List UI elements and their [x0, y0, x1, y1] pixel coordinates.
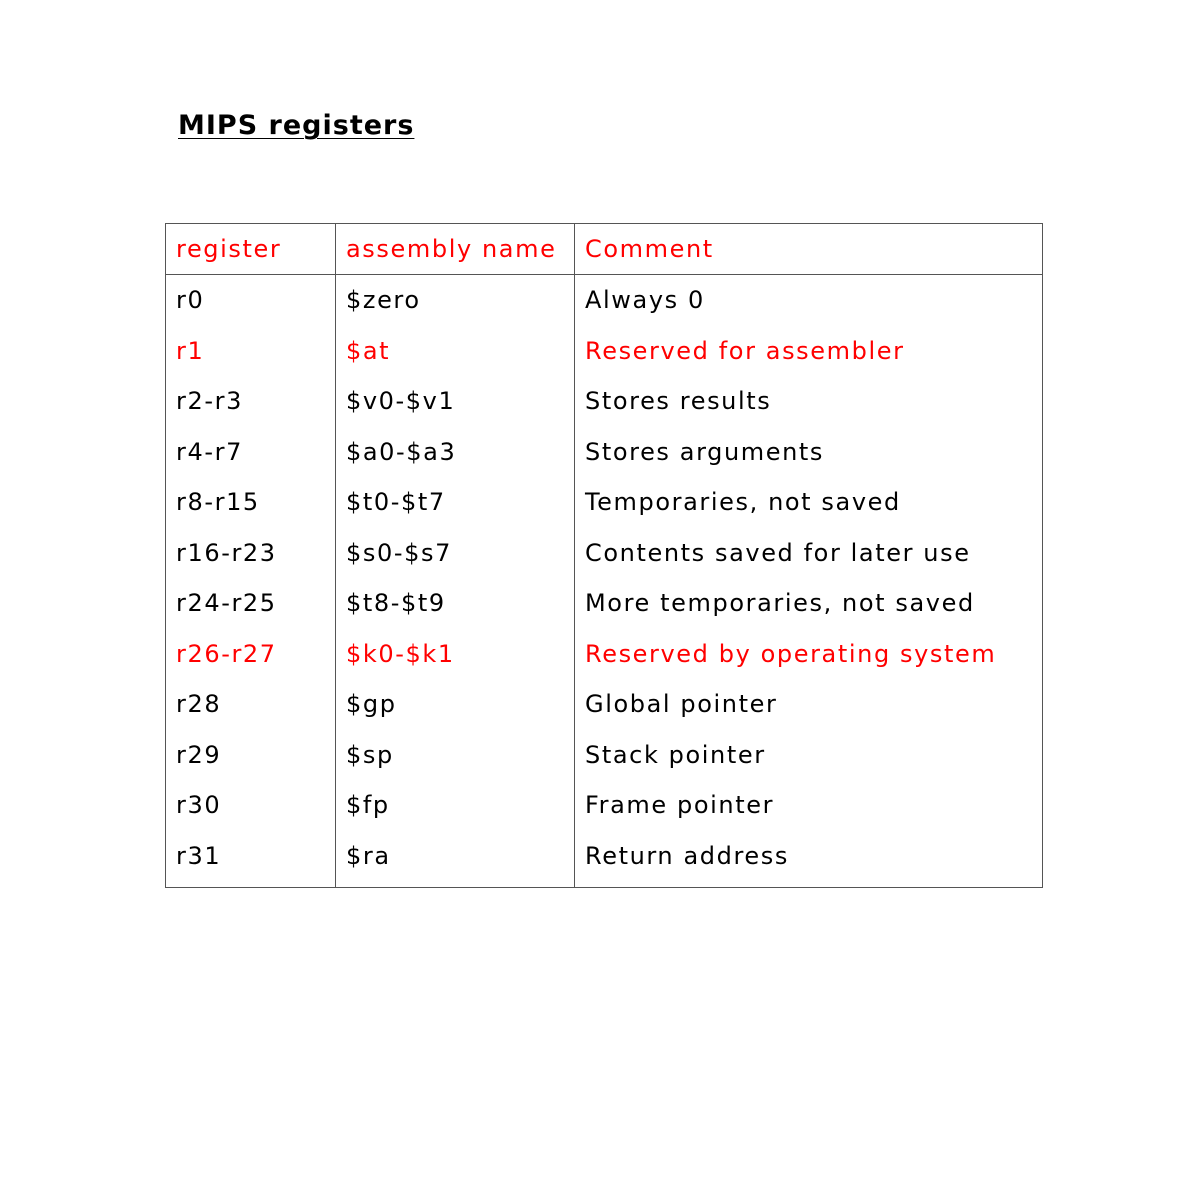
page-title: MIPS registers	[178, 110, 415, 141]
cell-register: r0	[166, 275, 336, 326]
cell-register: r29	[166, 730, 336, 781]
cell-comment: Return address	[575, 831, 1043, 888]
cell-comment: More temporaries, not saved	[575, 578, 1043, 629]
cell-comment: Temporaries, not saved	[575, 477, 1043, 528]
table-body	[166, 275, 1043, 888]
cell-assembly-name: $sp	[336, 730, 575, 781]
table-row	[166, 831, 1043, 888]
cell-assembly-name: $fp	[336, 780, 575, 831]
table-row	[166, 780, 1043, 831]
table-header-row	[166, 224, 1043, 275]
registers-table	[165, 223, 1043, 888]
cell-register: r26-r27	[166, 629, 336, 680]
header-register: register	[166, 224, 336, 275]
cell-comment: Stores results	[575, 376, 1043, 427]
cell-register: r24-r25	[166, 578, 336, 629]
cell-assembly-name: $ra	[336, 831, 575, 888]
table-row	[166, 730, 1043, 781]
table-row	[166, 679, 1043, 730]
header-comment: Comment	[575, 224, 1043, 275]
cell-assembly-name: $a0-$a3	[336, 427, 575, 478]
cell-register: r16-r23	[166, 528, 336, 579]
cell-assembly-name: $gp	[336, 679, 575, 730]
table-row	[166, 578, 1043, 629]
cell-register: r31	[166, 831, 336, 888]
table-row	[166, 629, 1043, 680]
cell-comment: Global pointer	[575, 679, 1043, 730]
cell-assembly-name: $v0-$v1	[336, 376, 575, 427]
table-row	[166, 326, 1043, 377]
cell-comment: Stores arguments	[575, 427, 1043, 478]
table-row	[166, 376, 1043, 427]
cell-assembly-name: $zero	[336, 275, 575, 326]
cell-comment: Contents saved for later use	[575, 528, 1043, 579]
cell-comment: Reserved by operating system	[575, 629, 1043, 680]
header-assembly-name: assembly name	[336, 224, 575, 275]
cell-register: r8-r15	[166, 477, 336, 528]
cell-comment: Reserved for assembler	[575, 326, 1043, 377]
cell-comment: Frame pointer	[575, 780, 1043, 831]
cell-register: r28	[166, 679, 336, 730]
table-row	[166, 427, 1043, 478]
cell-assembly-name: $k0-$k1	[336, 629, 575, 680]
table-row	[166, 528, 1043, 579]
cell-assembly-name: $at	[336, 326, 575, 377]
cell-assembly-name: $s0-$s7	[336, 528, 575, 579]
cell-register: r30	[166, 780, 336, 831]
cell-register: r4-r7	[166, 427, 336, 478]
table-row	[166, 275, 1043, 326]
cell-register: r1	[166, 326, 336, 377]
cell-comment: Always 0	[575, 275, 1043, 326]
cell-register: r2-r3	[166, 376, 336, 427]
cell-comment: Stack pointer	[575, 730, 1043, 781]
cell-assembly-name: $t0-$t7	[336, 477, 575, 528]
cell-assembly-name: $t8-$t9	[336, 578, 575, 629]
table-row	[166, 477, 1043, 528]
